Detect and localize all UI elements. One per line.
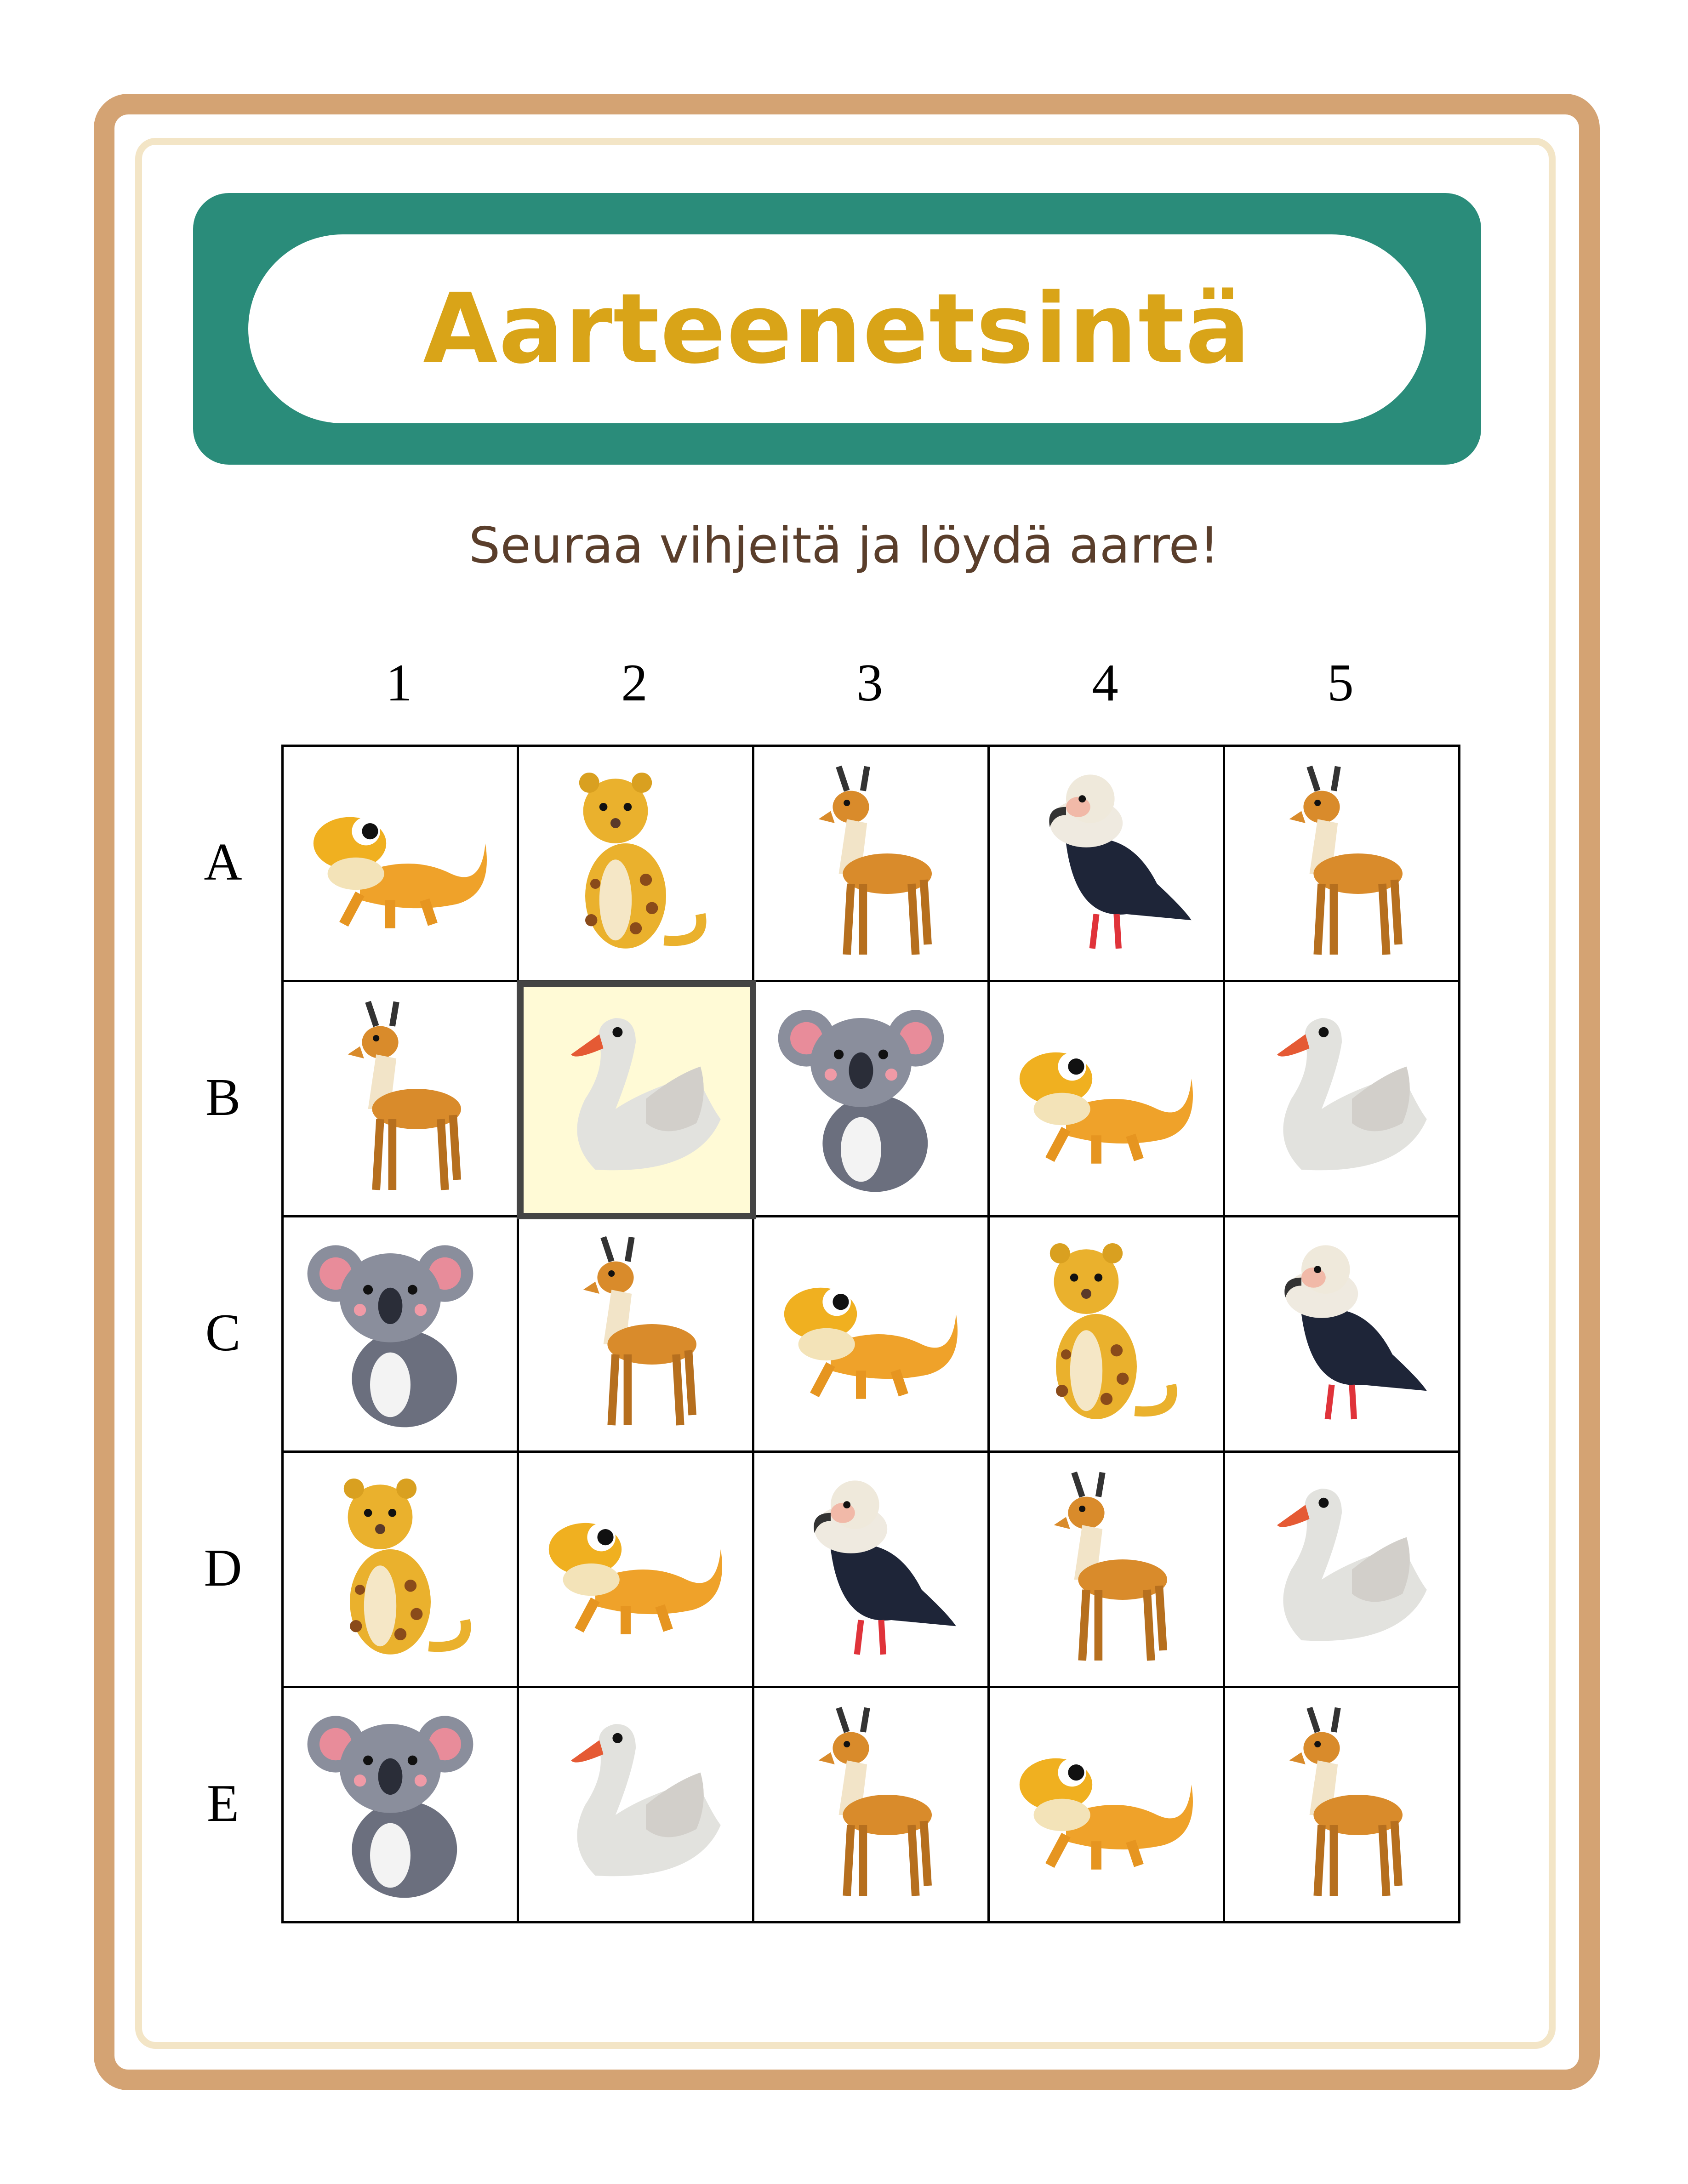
deer-icon: [1241, 762, 1443, 965]
subtitle: Seuraa vihjeitä ja löydä aarre!: [468, 517, 1220, 574]
deer-icon: [770, 762, 972, 965]
grid-cell-A2[interactable]: [519, 747, 754, 982]
swan-icon: [535, 1704, 737, 1906]
column-label: 5: [1327, 654, 1354, 712]
column-label: 3: [856, 654, 883, 712]
grid-cell-E5[interactable]: [1225, 1688, 1460, 1923]
leopard-icon: [1005, 1233, 1208, 1435]
koala-icon: [770, 998, 972, 1200]
grid-cell-A5[interactable]: [1225, 747, 1460, 982]
grid-cell-E2[interactable]: [519, 1688, 754, 1923]
koala-icon: [299, 1704, 502, 1906]
row-label: B: [205, 1068, 241, 1126]
grid-cell-B4[interactable]: [990, 982, 1225, 1217]
grid-cell-D1[interactable]: [284, 1453, 519, 1688]
grid-cell-C1[interactable]: [284, 1217, 519, 1453]
grid-cell-B3[interactable]: [754, 982, 990, 1217]
leopard-icon: [299, 1468, 502, 1671]
lizard-icon: [299, 762, 502, 965]
deer-icon: [535, 1233, 737, 1435]
leopard-icon: [535, 762, 737, 965]
grid-cell-E3[interactable]: [754, 1688, 990, 1923]
row-label: C: [205, 1303, 241, 1362]
grid-cell-B2[interactable]: [519, 982, 754, 1217]
column-label: 1: [386, 654, 412, 712]
lizard-icon: [1005, 998, 1208, 1200]
column-label: 4: [1092, 654, 1118, 712]
title-pill: [248, 234, 1426, 423]
grid-cell-A4[interactable]: [990, 747, 1225, 982]
grid-cell-C2[interactable]: [519, 1217, 754, 1453]
swan-icon: [1241, 998, 1443, 1200]
deer-icon: [770, 1704, 972, 1906]
grid-cell-C4[interactable]: [990, 1217, 1225, 1453]
lizard-icon: [1005, 1704, 1208, 1906]
column-label: 2: [621, 654, 648, 712]
grid-cell-C3[interactable]: [754, 1217, 990, 1453]
deer-icon: [1005, 1468, 1208, 1671]
lizard-icon: [770, 1233, 972, 1435]
grid-cell-B5[interactable]: [1225, 982, 1460, 1217]
row-label: E: [206, 1774, 240, 1832]
koala-icon: [299, 1233, 502, 1435]
deer-icon: [1241, 1704, 1443, 1906]
grid-cell-C5[interactable]: [1225, 1217, 1460, 1453]
swan-icon: [1241, 1468, 1443, 1671]
row-label: D: [204, 1539, 242, 1597]
swan-icon: [535, 998, 737, 1200]
lizard-icon: [535, 1468, 737, 1671]
grid-cell-D4[interactable]: [990, 1453, 1225, 1688]
grid-cell-A3[interactable]: [754, 747, 990, 982]
vulture-icon: [1005, 762, 1208, 965]
title-banner: [193, 193, 1481, 465]
grid-cell-D5[interactable]: [1225, 1453, 1460, 1688]
grid-cell-D3[interactable]: [754, 1453, 990, 1688]
vulture-icon: [1241, 1233, 1443, 1435]
vulture-icon: [770, 1468, 972, 1671]
grid-cell-E1[interactable]: [284, 1688, 519, 1923]
grid-cell-E4[interactable]: [990, 1688, 1225, 1923]
row-label: A: [204, 833, 242, 891]
grid-cell-D2[interactable]: [519, 1453, 754, 1688]
treasure-grid: [281, 745, 1460, 1923]
grid-cell-B1[interactable]: [284, 982, 519, 1217]
page-title: Aarteenetsintä: [423, 273, 1251, 385]
deer-icon: [299, 998, 502, 1200]
grid-cell-A1[interactable]: [284, 747, 519, 982]
